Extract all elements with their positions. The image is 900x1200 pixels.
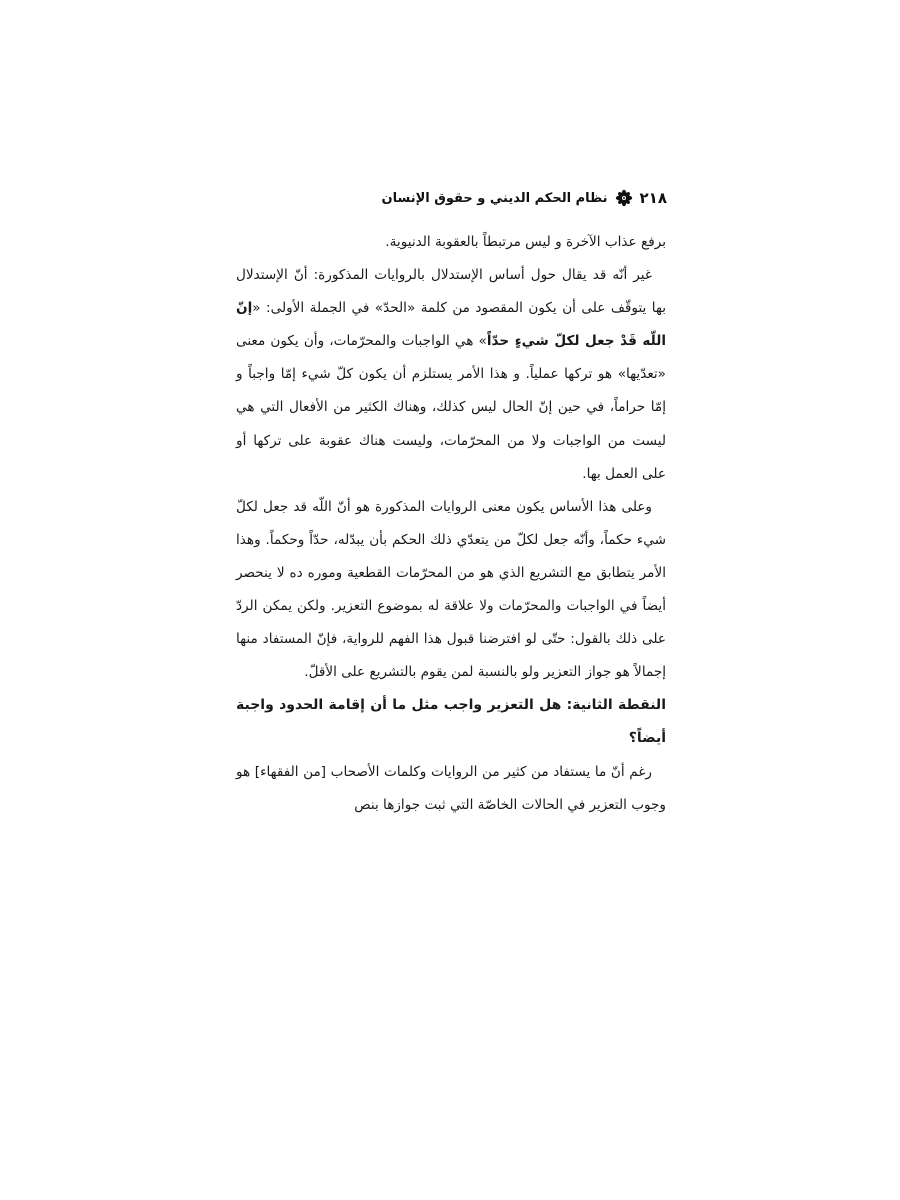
paragraph-2 [236,259,666,491]
page-number: ٢١٨ [639,189,667,207]
paragraph-3: وعلى هذا الأساس يكون معنى الروايات المذكورة هو أنّ اللّه قد جعل لكلّ شيء حكماً، وأنّه جعل لكلّ من يتعدّي ذلك الحكم بأن يبدّله، حدّاً وحكماً. وهذا الأمر يتطابق مع التشريع الذي هو من المحرّمات القطعية وموره ده لا ينحصر أيضاً في الواجبات والمحرّمات ولا علاقة له بموضوع التعزير. ولكن يمكن الردّ على ذلك بالقول: حتّى لو افترضنا قبول هذا الفهم للرواية، فإنّ المستفاد منها إجمالاً هو جواز التعزير ولو بالنسبة لمن يقوم بالتشريع على الأقلّ. [236,498,666,681]
flower-ornament-icon [615,189,633,207]
paragraph-2-start: غير أنّه قد يقال حول أساس الإستدلال بالروايات المذكورة: أنّ الإستدلال بها يتوقّف على أن يكون المقصود من كلمة «الحدّ» في الجملة الأولى: « [236,267,666,317]
paragraph-4: رغم أنّ ما يستفاد من كثير من الروايات وكلمات الأصحاب [من الفقهاء] هو وجوب التعزير في الحالات الخاصّة التي ثبت جوازها بنص [236,763,666,813]
paragraph-1: برفع عذاب الآخرة و ليس مرتبطاً بالعقوبة الدنيوية. [385,234,666,250]
paragraph-2-quote: إنّ اللّه قَدْ جعل لكلّ شيءٍ حدّاً [236,300,666,350]
paragraph-2-end: » هي الواجبات والمحرّمات، وأن يكون معنى «تعدّيها» هو تركها عملياً. و هذا الأمر يستلزم أن يكون كلّ شيء إمّا واجباً و إمّا حراماً، في حين إنّ الحال ليس كذلك، وهناك الكثير من الأفعال التي هي ليست من الواجبات ولا من المحرّمات، وليست هناك عقوبة على تركها أو على العمل بها. [236,333,666,482]
running-header [237,186,667,210]
body-text [236,226,666,822]
section-heading: النقطة الثانية: هل التعزير واجب مثل ما أن إقامة الحدود واجبة أيضاً؟ [236,697,666,747]
book-title: نظام الحكم الديني و حقوق الإنسان [381,190,608,206]
